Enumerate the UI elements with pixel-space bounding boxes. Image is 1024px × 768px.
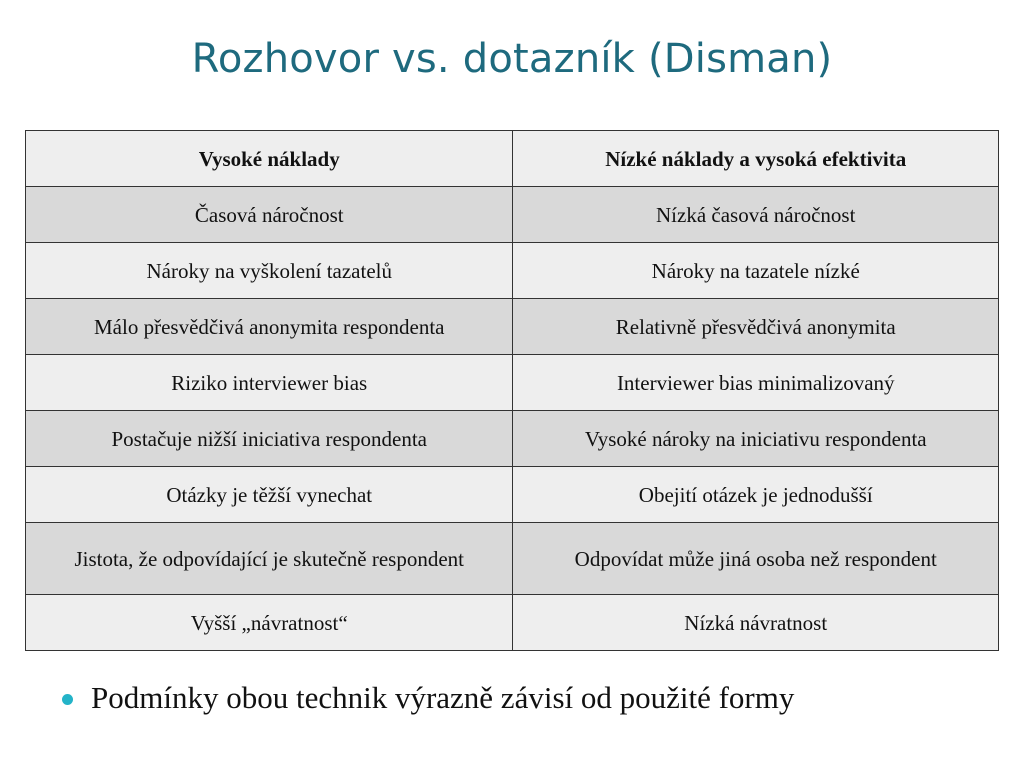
bullet-text: Podmínky obou technik výrazně závisí od použité formy <box>91 680 795 715</box>
table-cell: Málo přesvědčivá anonymita respondenta <box>26 299 513 355</box>
table-row <box>26 299 999 355</box>
table-row <box>26 523 999 595</box>
table-row <box>26 595 999 651</box>
table-row <box>26 243 999 299</box>
bullet-dot-icon <box>62 694 73 705</box>
header-high-costs: Vysoké náklady <box>26 131 513 187</box>
table-header-row <box>26 131 999 187</box>
table-cell: Interviewer bias minimalizovaný <box>513 355 999 411</box>
table-cell: Vyšší „návratnost“ <box>26 595 513 651</box>
table-cell: Obejití otázek je jednodušší <box>513 467 999 523</box>
slide-title: Rozhovor vs. dotazník (Disman) <box>191 36 833 82</box>
table-cell: Relativně přesvědčivá anonymita <box>513 299 999 355</box>
table-row <box>26 467 999 523</box>
table-cell: Nízká časová náročnost <box>513 187 999 243</box>
table-cell: Riziko interviewer bias <box>26 355 513 411</box>
table-cell: Jistota, že odpovídající je skutečně respondent <box>26 523 513 595</box>
table-row <box>26 355 999 411</box>
table-cell: Postačuje nižší iniciativa respondenta <box>26 411 513 467</box>
table-row <box>26 187 999 243</box>
table-cell: Časová náročnost <box>26 187 513 243</box>
table-row <box>26 411 999 467</box>
comparison-table <box>25 130 999 651</box>
table-cell: Vysoké nároky na iniciativu respondenta <box>513 411 999 467</box>
table-cell: Otázky je těžší vynechat <box>26 467 513 523</box>
table-cell: Nároky na tazatele nízké <box>513 243 999 299</box>
header-low-costs: Nízké náklady a vysoká efektivita <box>513 131 999 187</box>
table-cell: Nároky na vyškolení tazatelů <box>26 243 513 299</box>
table-cell: Nízká návratnost <box>513 595 999 651</box>
bullet-item <box>62 680 794 716</box>
table-cell: Odpovídat může jiná osoba než respondent <box>513 523 999 595</box>
